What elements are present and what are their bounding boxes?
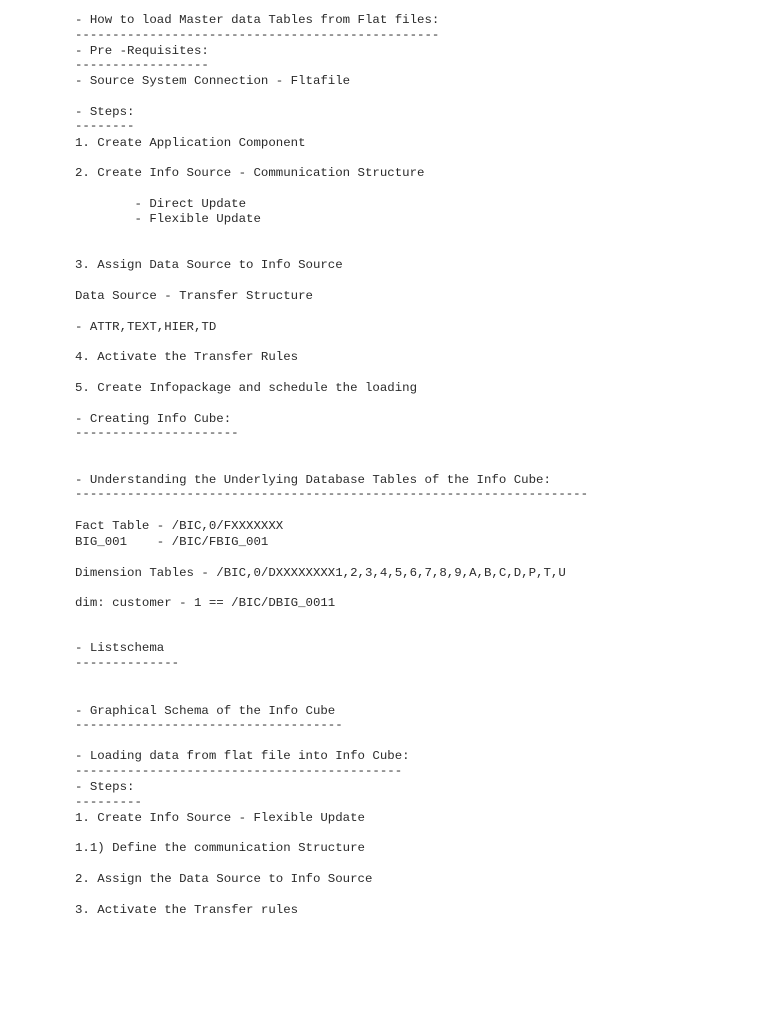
heading-steps: - Steps: <box>75 780 135 794</box>
text-line: Data Source - Transfer Structure <box>75 289 313 303</box>
step-item: 1.1) Define the communication Structure <box>75 841 365 855</box>
heading-underline: --------- <box>75 795 142 809</box>
step-item: 1. Create Application Component <box>75 136 306 150</box>
heading-underline: -------------------------------------------- <box>75 764 403 778</box>
text-line: - Source System Connection - Fltafile <box>75 74 351 88</box>
heading-underline: ------------------------------------------------- <box>75 28 440 42</box>
heading-master-data-flat-files: - How to load Master data Tables from Flat files: <box>75 13 440 27</box>
step-item: 3. Assign Data Source to Info Source <box>75 258 343 272</box>
heading-underline: -------- <box>75 119 135 133</box>
step-item: 2. Create Info Source - Communication Structure <box>75 166 425 180</box>
step-item: 4. Activate the Transfer Rules <box>75 350 299 364</box>
text-line: BIG_001 - /BIC/FBIG_001 <box>75 535 269 549</box>
text-line: - ATTR,TEXT,HIER,TD <box>75 320 217 334</box>
text-line: Dimension Tables - /BIC,0/DXXXXXXXX1,2,3,4,5,6,7,8,9,A,B,C,D,P,T,U <box>75 566 566 580</box>
heading-underline: ------------------ <box>75 58 209 72</box>
heading-underline: ---------------------- <box>75 426 239 440</box>
heading-creating-info-cube: - Creating Info Cube: <box>75 412 232 426</box>
text-line: Fact Table - /BIC,0/FXXXXXXX <box>75 519 284 533</box>
text-line: dim: customer - 1 == /BIC/DBIG_0011 <box>75 596 336 610</box>
sub-item: - Flexible Update <box>75 212 261 226</box>
heading-pre-requisites: - Pre -Requisites: <box>75 44 209 58</box>
step-item: 2. Assign the Data Source to Info Source <box>75 872 373 886</box>
step-item: 5. Create Infopackage and schedule the loading <box>75 381 418 395</box>
heading-listschema: - Listschema <box>75 641 165 655</box>
step-item: 3. Activate the Transfer rules <box>75 903 299 917</box>
heading-underline: ------------------------------------ <box>75 718 343 732</box>
heading-underlying-tables: - Understanding the Underlying Database Tables of the Info Cube: <box>75 473 551 487</box>
sub-item: - Direct Update <box>75 197 247 211</box>
heading-underline: --------------------------------------------------------------------- <box>75 487 589 501</box>
heading-steps: - Steps: <box>75 105 135 119</box>
heading-graphical-schema: - Graphical Schema of the Info Cube <box>75 704 336 718</box>
heading-loading-data: - Loading data from flat file into Info Cube: <box>75 749 410 763</box>
heading-underline: -------------- <box>75 656 180 670</box>
step-item: 1. Create Info Source - Flexible Update <box>75 811 365 825</box>
